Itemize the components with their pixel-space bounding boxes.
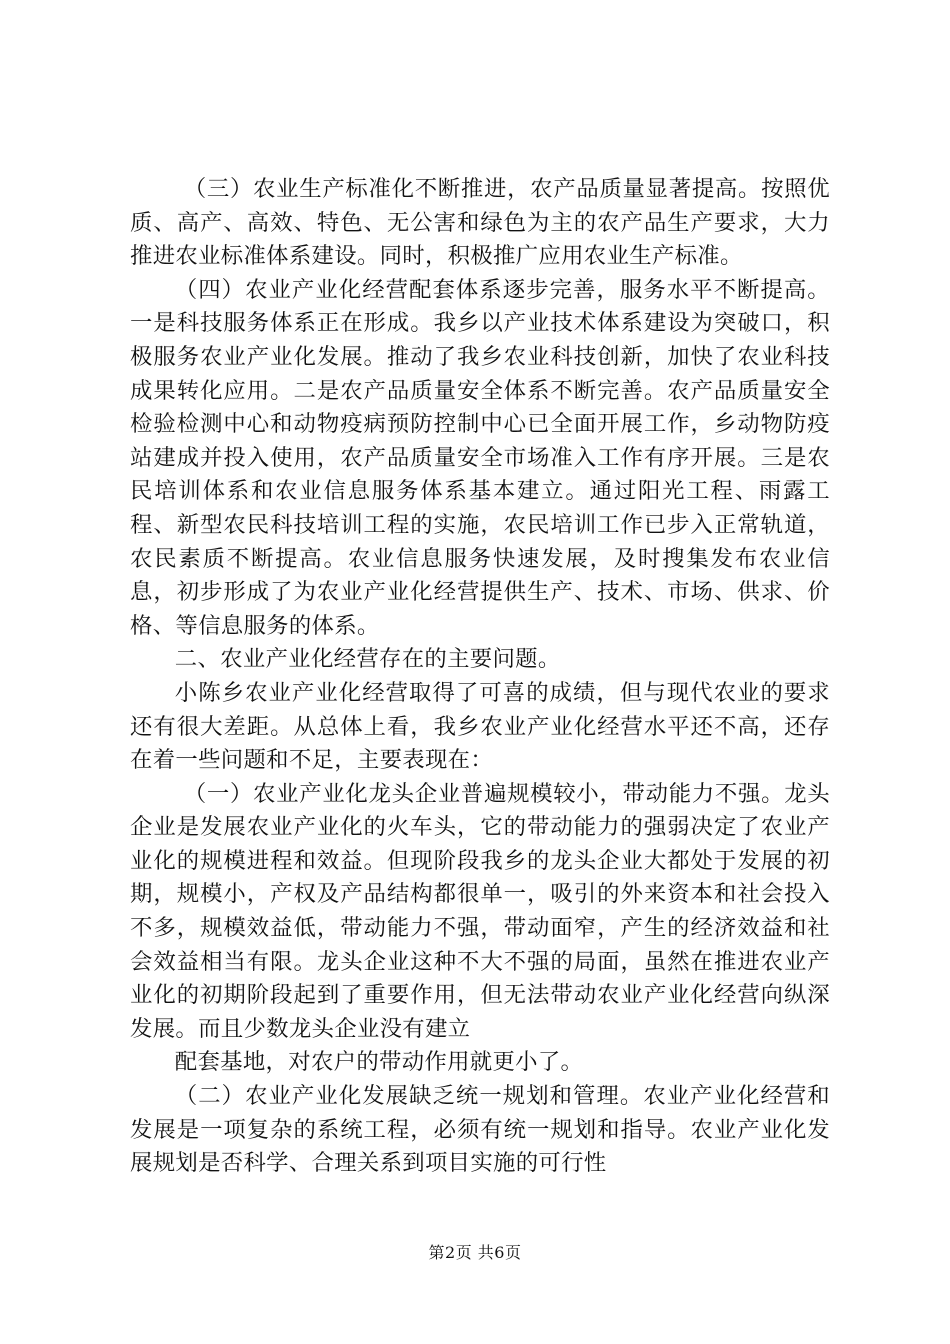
document-body	[130, 173, 830, 1181]
page-footer	[0, 1243, 950, 1263]
paragraph-standardization: （三）农业生产标准化不断推进，农产品质量显著提高。按照优质、高产、高效、特色、无公害和绿色为主的农产品生产要求，大力推进农业标准体系建设。同时，积极推广应用农业生产标准。	[130, 176, 830, 270]
paragraph-supporting-bases: 配套基地，对农户的带动作用就更小了。	[174, 1049, 584, 1076]
section-heading-problems: 二、农业产业化经营存在的主要问题。	[174, 646, 561, 673]
paragraph-overview: 小陈乡农业产业化经营取得了可喜的成绩，但与现代农业的要求还有很大差距。从总体上看，我乡农业产业化经营水平还不高，还存在着一些问题和不足，主要表现在：	[130, 679, 830, 774]
paragraph-leading-enterprises: （一）农业产业化龙头企业普遍规模较小，带动能力不强。龙头企业是发展农业产业化的火车头，它的带动能力的强弱决定了农业产业化的规模进程和效益。但现阶段我乡的龙头企业大都处于发展的初期，规模小，产权及产品结构都很单一，吸引的外来资本和社会投入不多，规模效益低，带动能力不强，带动面窄，产生的经济效益和社会效益相当有限。龙头企业这种不大不强的局面，虽然在推进农业产业化的初期阶段起到了重要作用，但无法带动农业产业化经营向纵深发展。而且少数龙头企业没有建立	[130, 780, 830, 1042]
paragraph-planning: （二）农业产业化发展缺乏统一规划和管理。农业产业化经营和发展是一项复杂的系统工程，必须有统一规划和指导。农业产业化发展规划是否科学、合理关系到项目实施的可行性	[130, 1083, 830, 1177]
page-number-label: 第2页 共6页	[428, 1243, 522, 1262]
paragraph-service-system: （四）农业产业化经营配套体系逐步完善，服务水平不断提高。一是科技服务体系正在形成。我乡以产业技术体系建设为突破口，积极服务农业产业化发展。推动了我乡农业科技创新，加快了农业科技成果转化应用。二是农产品质量安全体系不断完善。农产品质量安全检验检测中心和动物疫病预防控制中心已全面开展工作，乡动物防疫站建成并投入使用，农产品质量安全市场准入工作有序开展。三是农民培训体系和农业信息服务体系基本建立。通过阳光工程、雨露工程、新型农民科技培训工程的实施，农民培训工作已步入正常轨道，农民素质不断提高。农业信息服务快速发展，及时搜集发布农业信息，初步形成了为农业产业化经营提供生产、技术、市场、供求、价格、等信息服务的体系。	[130, 276, 830, 639]
